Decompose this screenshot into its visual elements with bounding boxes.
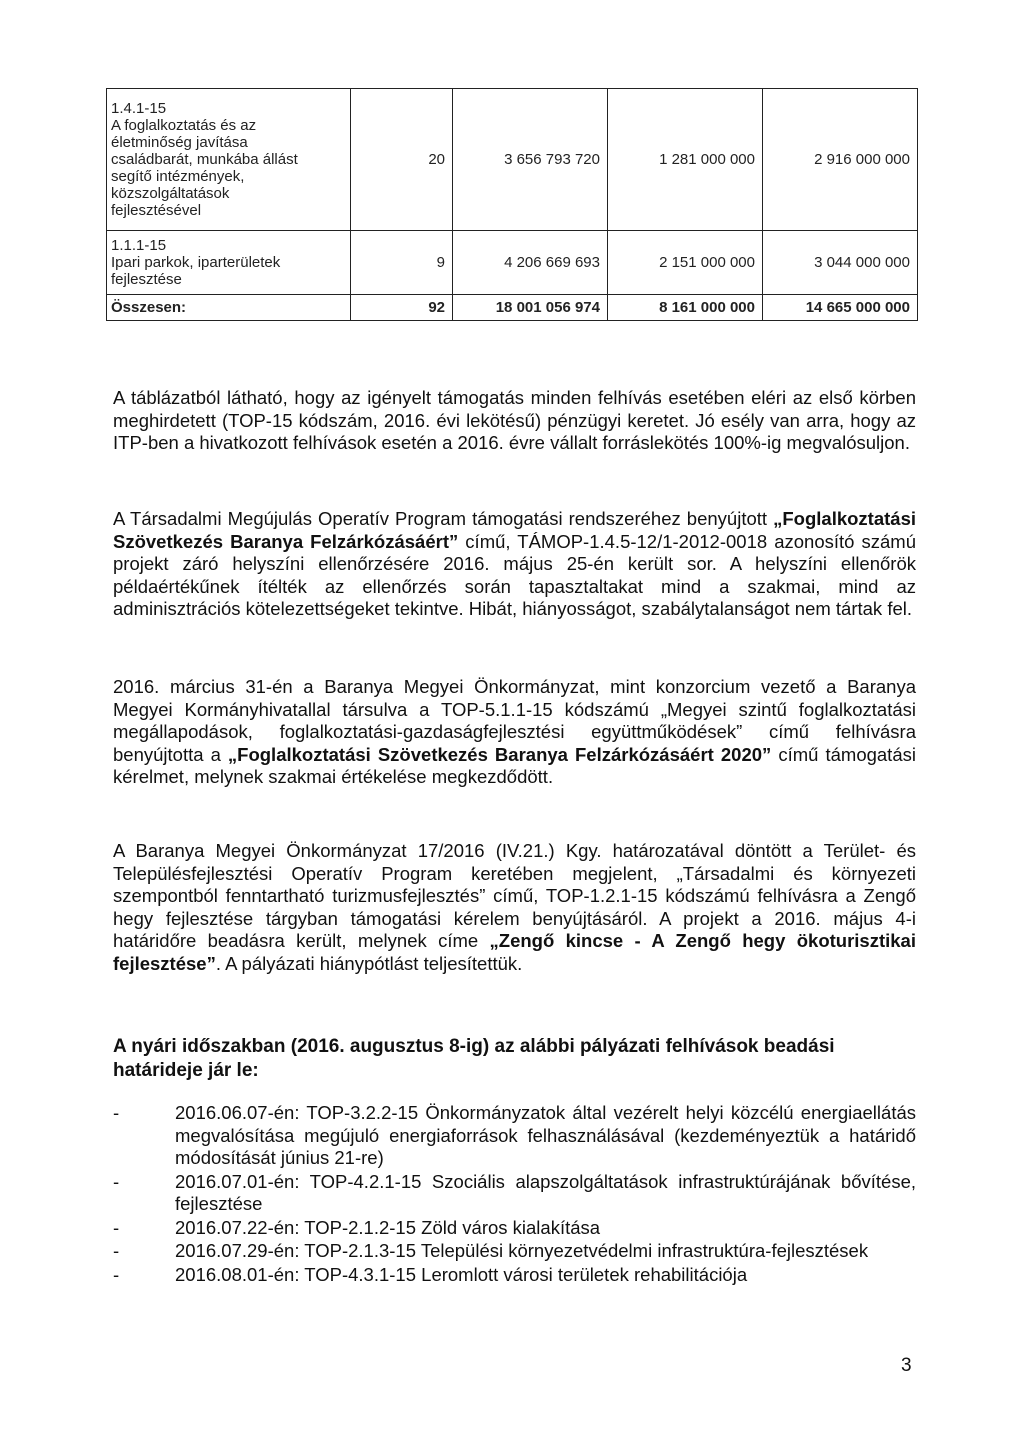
total-first-round: 8 161 000 000 bbox=[608, 295, 763, 321]
paragraph-text: A Baranya Megyei Önkormányzat 17/2016 (IV.21.) Kgy. határozatával döntött a Terület- és Településfejlesztési Operatív Program keretében megjelent, „Társadalmi és környezeti szempontból fenntartható turizmusfejlesztés” című, TOP-1.2.1-15 kódszámú felhívásra a Zengő hegy fejlesztése tárgyban támogatási kérelem benyújtásáról. A projekt a 2016. május 4-i határidőre beadásra került, melynek címe bbox=[113, 840, 916, 951]
call-name-line: A foglalkoztatás és az bbox=[111, 117, 257, 134]
call-name-line: 1.1.1-15 bbox=[111, 237, 167, 254]
list-item-text: 2016.07.01-én: TOP-4.2.1-15 Szociális alapszolgáltatások infrastruktúrájának bővítése, fejlesztése bbox=[175, 1170, 916, 1214]
funding-table bbox=[106, 88, 918, 321]
paragraph-text: című, TÁMOP-1.4.5-12/1-2012-0018 azonosító számú projekt záró helyszíni ellenőrzésére 2016. május 25-én került sor. A helyszíni ellenőrök példaértékűnek ítélték az ellenőrzés során tapasztaltakat mind a szakmai, mind az adminisztrációs kötelezettségeket tekintve. Hibát, hiányosságot, szabálytalanságot nem tártak fel. bbox=[113, 530, 916, 619]
paragraph-text: A Társadalmi Megújulás Operatív Program támogatási rendszeréhez benyújtott bbox=[113, 508, 774, 529]
table-row bbox=[107, 231, 918, 295]
call-name-line: családbarát, munkába állást bbox=[111, 151, 298, 168]
paragraph-table-summary: A táblázatból látható, hogy az igényelt támogatás minden felhívás esetében eléri az első körben meghirdetett (TOP-15 kódszám, 2016. évi lekötésű) pénzügyi keretet. Jó esély van arra, hogy az ITP-ben a hivatkozott felhívások esetén a 2016. évre vállalt forráslekötés 100%-ig megvalósuljon. bbox=[113, 387, 916, 453]
project-title: „Zengő kincse - A Zengő hegy ökoturisztikai fejlesztése” bbox=[113, 930, 916, 974]
call-name-line: életminőség javítása bbox=[111, 134, 248, 151]
application-count-cell: 9 bbox=[351, 231, 453, 295]
list-item-text: 2016.06.07-én: TOP-3.2.2-15 Önkormányzatok által vezérelt helyi közcélú energiaellátás megvalósítása megújuló energiaforrások felhasználásával (kezdeményeztük a határidő módosítását június 21-re) bbox=[175, 1102, 916, 1168]
call-name-cell bbox=[107, 89, 351, 231]
list-item-text: 2016.08.01-én: TOP-4.3.1-15 Leromlott városi területek rehabilitációja bbox=[175, 1263, 748, 1285]
list-marker: - bbox=[113, 1102, 120, 1123]
list-marker: - bbox=[113, 1240, 120, 1261]
paragraph-tamop-inspection bbox=[113, 508, 916, 621]
list-item-text: 2016.07.29-én: TOP-2.1.3-15 Települési környezetvédelmi infrastruktúra-fejlesztések bbox=[175, 1240, 869, 1261]
total-requested: 18 001 056 974 bbox=[453, 295, 608, 321]
paragraph-text: című támogatási kérelmet, melynek szakmai értékelése megkezdődött. bbox=[113, 743, 916, 787]
call-name-line: 1.4.1-15 bbox=[111, 100, 167, 117]
application-count-cell: 20 bbox=[351, 89, 453, 231]
total-count: 92 bbox=[351, 295, 453, 321]
deadline-list bbox=[113, 1102, 916, 1287]
project-title: „Foglalkoztatási Szövetkezés Baranya Felzárkózásáért” bbox=[113, 508, 916, 552]
call-name-line: közszolgáltatások bbox=[111, 185, 230, 202]
list-marker: - bbox=[113, 1216, 120, 1238]
total-label: Összesen: bbox=[107, 295, 351, 321]
paragraph-top-application bbox=[113, 676, 916, 789]
page-number: 3 bbox=[901, 1355, 912, 1376]
list-item bbox=[113, 1240, 916, 1263]
call-name-line: segítő intézmények, bbox=[111, 168, 245, 185]
list-marker: - bbox=[113, 1263, 120, 1285]
list-marker: - bbox=[113, 1170, 120, 1192]
first-round-amount-cell: 1 281 000 000 bbox=[608, 89, 763, 231]
list-item-text: 2016.07.22-én: TOP-2.1.2-15 Zöld város kialakítása bbox=[175, 1216, 601, 1238]
list-item bbox=[113, 1217, 916, 1240]
paragraph-zengo-project bbox=[113, 840, 916, 975]
call-name-cell bbox=[107, 231, 351, 295]
total-frame-cell: 3 044 000 000 bbox=[763, 231, 918, 295]
call-name-line: Ipari parkok, iparterületek bbox=[111, 254, 281, 271]
paragraph-text: 2016. március 31-én a Baranya Megyei Önkormányzat, mint konzorcium vezető a Baranya Megyei Kormányhivatallal társulva a TOP-5.1.1-15 kódszámú „Megyei szintű foglalkoztatási megállapodások, foglalkoztatási-gazdaságfejlesztési együttműködések” című felhívásra benyújtotta a bbox=[113, 676, 916, 765]
call-name-line: fejlesztése bbox=[111, 271, 182, 288]
requested-amount-cell: 4 206 669 693 bbox=[453, 231, 608, 295]
project-title: „Foglalkoztatási Szövetkezés Baranya Felzárkózásáért 2020” bbox=[227, 743, 772, 765]
total-frame-cell: 2 916 000 000 bbox=[763, 89, 918, 231]
table-total-row bbox=[107, 295, 918, 321]
total-frame: 14 665 000 000 bbox=[763, 295, 918, 321]
paragraph-text: . A pályázati hiánypótlást teljesítettük. bbox=[215, 952, 523, 974]
list-item bbox=[113, 1171, 916, 1216]
call-name-line: fejlesztésével bbox=[111, 202, 202, 219]
section-heading: A nyári időszakban (2016. augusztus 8-ig) az alábbi pályázati felhívások beadási határideje jár le: bbox=[113, 1036, 835, 1081]
list-item bbox=[113, 1102, 916, 1170]
requested-amount-cell: 3 656 793 720 bbox=[453, 89, 608, 231]
first-round-amount-cell: 2 151 000 000 bbox=[608, 231, 763, 295]
list-item bbox=[113, 1264, 916, 1287]
table-row bbox=[107, 89, 918, 231]
